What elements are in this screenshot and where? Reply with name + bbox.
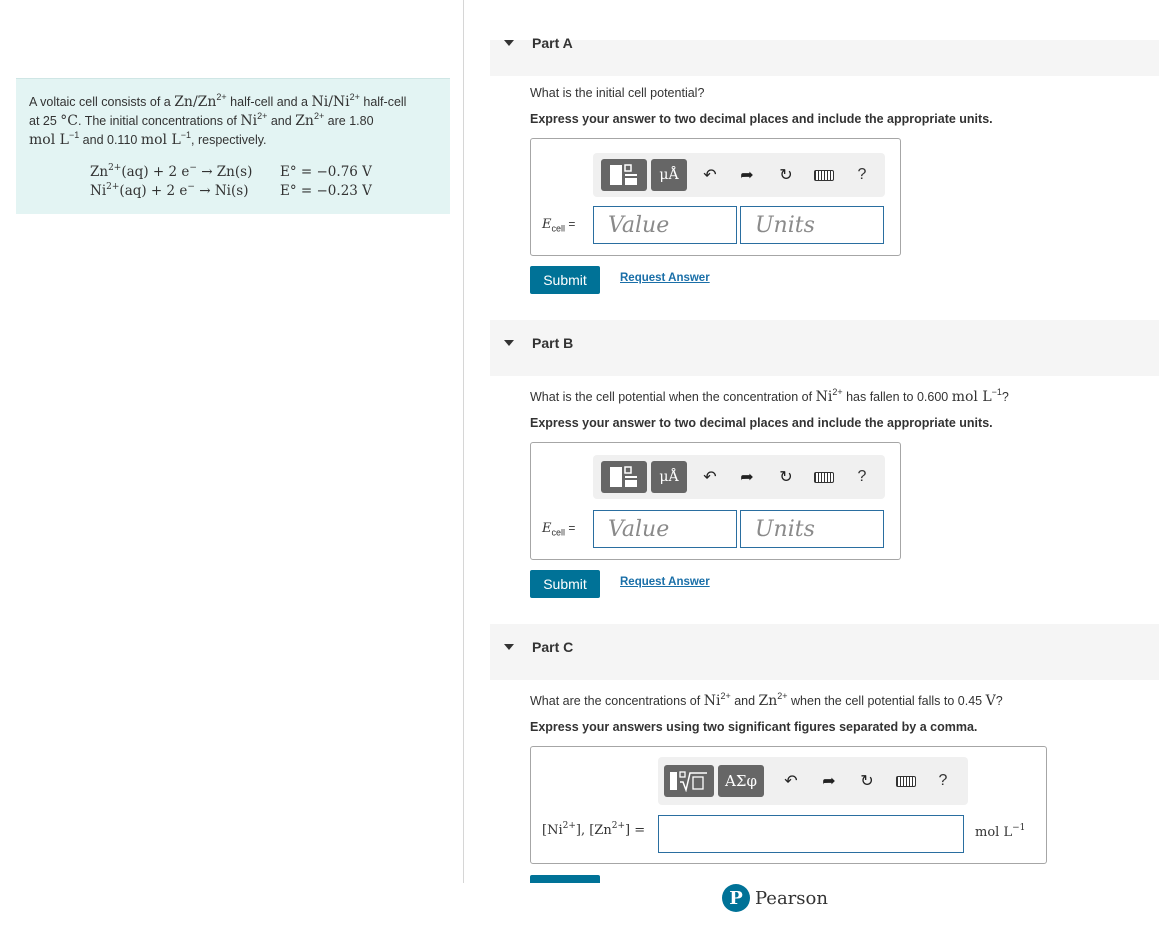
help-icon[interactable]: ? xyxy=(857,468,867,485)
part-b-title[interactable]: Part B xyxy=(532,335,574,351)
part-b-submit-button[interactable]: Submit xyxy=(530,570,600,598)
collapse-caret-icon[interactable] xyxy=(504,40,514,46)
part-b-header[interactable] xyxy=(490,320,1159,376)
part-c-question: What are the concentrations of $Ni^{2+}$ and $Zn^{2+}$ when the cell potential falls to 0.45 V? xyxy=(530,691,1003,709)
part-b-instruction: Express your answer to two decimal places and include the appropriate units. xyxy=(530,416,993,430)
pearson-logo[interactable] xyxy=(722,884,828,912)
reset-icon[interactable]: ↻ xyxy=(860,773,874,790)
templates-button[interactable] xyxy=(664,765,714,797)
pearson-logo-icon: P xyxy=(722,884,750,912)
reset-icon[interactable]: ↻ xyxy=(779,469,793,486)
part-a-header[interactable] xyxy=(490,40,1159,76)
keyboard-icon[interactable] xyxy=(895,772,917,790)
problem-statement xyxy=(16,78,450,214)
value-input[interactable]: Value xyxy=(593,510,737,548)
problem-line-3: mol $L^{-1}$ and 0.110 mol $L^{-1}$, respectively. xyxy=(29,130,267,148)
units-input[interactable]: Units xyxy=(740,206,884,244)
part-a-instruction: Express your answer to two decimal places and include the appropriate units. xyxy=(530,112,993,126)
keyboard-icon[interactable] xyxy=(813,166,835,184)
part-a-question: What is the initial cell potential? xyxy=(530,86,705,100)
concentrations-input[interactable] xyxy=(658,815,964,853)
keyboard-icon[interactable] xyxy=(813,468,835,486)
reaction-zinc: $Zn^{2+}(aq) + 2$ e− → Zn(s) E° = −0.76 V xyxy=(90,163,372,180)
reaction-zinc-potential: E° = −0.76 V xyxy=(280,164,372,180)
problem-line-1: A voltaic cell consists of a $Zn/Zn^{2+}$ half-cell and a $Ni/Ni^{2+}$ half-cell xyxy=(29,92,407,110)
part-c-header[interactable] xyxy=(490,624,1159,680)
ecell-label: $E_{cell}$ = xyxy=(542,521,576,538)
templates-button[interactable] xyxy=(601,159,647,191)
reaction-nickel-potential: E° = −0.23 V xyxy=(280,183,372,199)
panel-divider xyxy=(463,0,464,883)
reaction-nickel: $Ni^{2+}(aq) + 2$ e− → Ni(s) E° = −0.23 V xyxy=(90,182,372,199)
math-toolbar xyxy=(658,757,968,805)
reset-icon[interactable]: ↻ xyxy=(779,167,793,184)
redo-icon[interactable]: ➦ xyxy=(740,167,754,184)
part-a-request-answer-link[interactable]: Request Answer xyxy=(620,272,710,284)
math-toolbar xyxy=(593,455,885,499)
part-b-question: What is the cell potential when the concentration of $Ni^{2+}$ has fallen to 0.600 mol $L^{-1}$? xyxy=(530,387,1009,405)
redo-icon[interactable]: ➦ xyxy=(822,773,836,790)
collapse-caret-icon[interactable] xyxy=(504,340,514,346)
units-button[interactable]: μÅ xyxy=(651,159,687,191)
radical-templates-icon xyxy=(669,770,709,792)
undo-icon[interactable]: ↶ xyxy=(703,167,717,184)
half-reactions xyxy=(90,163,372,201)
value-input[interactable]: Value xyxy=(593,206,737,244)
redo-icon[interactable]: ➦ xyxy=(740,469,754,486)
concentrations-label: $[Ni^{2+}]$, $[Zn^{2+}]$ = xyxy=(542,821,646,838)
undo-icon[interactable]: ↶ xyxy=(703,469,717,486)
part-c-title[interactable]: Part C xyxy=(532,639,574,655)
part-a-title[interactable]: Part A xyxy=(532,35,573,49)
collapse-caret-icon[interactable] xyxy=(504,644,514,650)
part-b-request-answer-link[interactable]: Request Answer xyxy=(620,576,710,588)
part-a-submit-button[interactable]: Submit xyxy=(530,266,600,294)
part-c-answer-box xyxy=(530,746,1047,864)
help-icon[interactable]: ? xyxy=(857,166,867,183)
greek-symbols-button[interactable]: ΑΣφ xyxy=(718,765,764,797)
units-button[interactable]: μÅ xyxy=(651,461,687,493)
templates-icon xyxy=(609,164,639,186)
part-a-answer-box xyxy=(530,138,901,256)
concentration-units: mol $L^{-1}$ xyxy=(975,823,1026,840)
math-toolbar xyxy=(593,153,885,197)
templates-button[interactable] xyxy=(601,461,647,493)
problem-line-2: at 25 °C. The initial concentrations of $Ni^{2+}$ and $Zn^{2+}$ are 1.80 xyxy=(29,111,374,129)
help-icon[interactable]: ? xyxy=(938,772,948,789)
units-input[interactable]: Units xyxy=(740,510,884,548)
undo-icon[interactable]: ↶ xyxy=(784,773,798,790)
pearson-wordmark: Pearson xyxy=(755,887,828,909)
ecell-label: $E_{cell}$ = xyxy=(542,217,576,234)
part-b-answer-box xyxy=(530,442,901,560)
templates-icon xyxy=(609,466,639,488)
part-c-submit-button-partial[interactable] xyxy=(530,875,600,883)
part-c-instruction: Express your answers using two significant figures separated by a comma. xyxy=(530,720,978,734)
